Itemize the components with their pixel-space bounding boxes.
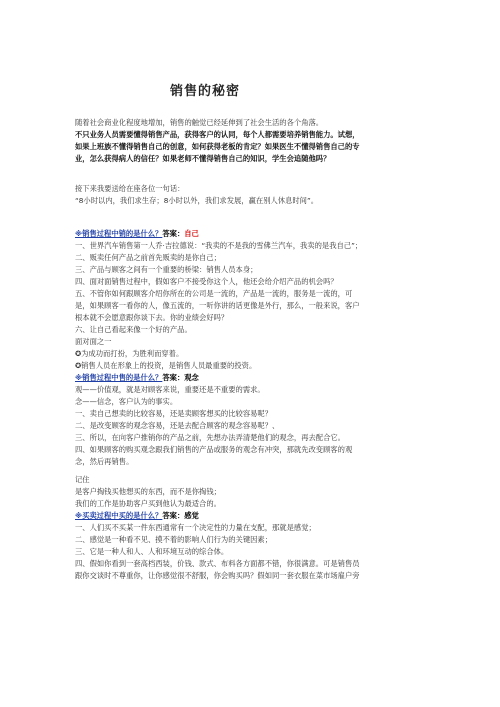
text-line: 是，如果顾客一看你的人，像五流的，一听你讲的话更像是外行，那么，一般来说，客户 xyxy=(75,301,360,310)
text-line: 六、让自己看起来像一个好的产品。 xyxy=(75,325,192,334)
section-heading xyxy=(75,510,199,521)
section-answer-label: 答案： xyxy=(162,373,185,382)
text-line: 一、卖自己想卖的比较容易，还是卖顾客想买的比较容易呢？ xyxy=(75,409,273,418)
text-line: 一、人们买不买某一件东西通常有一个决定性的力量在支配，那就是感觉； xyxy=(75,523,316,532)
document-title: 销售的秘密 xyxy=(170,84,241,99)
text-line: 念，然后再销售。 xyxy=(75,457,134,466)
text-line: 记住 xyxy=(75,475,90,484)
text-line: 一、世界汽车销售第一人乔·吉拉德说：“我卖的不是我的雪佛兰汽车，我卖的是我自己”； xyxy=(75,241,363,250)
text-line: 二、是改变顾客的观念容易，还是去配合顾客的观念容易呢？、 xyxy=(75,421,280,430)
text-line: 三、所以，在向客户推销你的产品之前，先想办法弄清楚他们的观念，再去配合它。 xyxy=(75,433,345,442)
section-question: ※销售过程中售的是什么？ xyxy=(75,373,163,382)
section-answer: 感觉 xyxy=(184,511,199,520)
section-answer: 观念 xyxy=(184,373,199,382)
section-answer-label: 答案： xyxy=(162,229,185,238)
text-line: 随着社会商业化程度地增加，销售的触觉已经延伸到了社会生活的各个角落。 xyxy=(75,118,324,127)
text-line: 是客户掏钱买他想买的东西，而不是你掏钱； xyxy=(75,487,221,496)
text-line: 跟你交谈时不尊重你，让你感觉很不舒服，你会购买吗？假如同一套衣服在菜市场雇户旁 xyxy=(75,571,360,580)
text-line: 四、如果顾客的购买观念跟我们销售的产品或服务的观念有冲突，那就先改变顾客的观 xyxy=(75,445,353,454)
text-line: 三、产品与顾客之间有一个重要的桥梁：销售人员本身； xyxy=(75,265,258,274)
text-line: “8小时以内，我们求生存；8小时以外，我们求发展，赢在别人休息时间”。 xyxy=(75,196,319,205)
section-question: ※销售过程中销的是什么？ xyxy=(75,229,163,238)
text-line: 念——信念，客户认为的事实。 xyxy=(75,397,178,406)
section-heading xyxy=(75,372,199,383)
text-line: 如果上班族不懂得销售自己的创意，如何获得老板的肯定？如果医生不懂得销售自己的专 xyxy=(75,142,360,151)
text-line: ✪为成功而打扮，为胜利而穿着。 xyxy=(75,349,184,358)
text-line: 不只业务人员需要懂得销售产品，获得客户的认同，每个人都需要培养销售能力。试想， xyxy=(75,130,360,139)
section-question: ※买卖过程中买的是什么？ xyxy=(75,511,163,520)
text-line: 根本就不会愿意跟你谈下去。你的业绩会好吗？ xyxy=(75,313,229,322)
text-line: ✪销售人员在形象上的投资，是销售人员最重要的投资。 xyxy=(75,361,257,370)
text-line: 二、贩卖任何产品之前首先贩卖的是你自己； xyxy=(75,253,221,262)
text-line: 观——价值观，就是对顾客来说，重要还是不重要的需求。 xyxy=(75,385,265,394)
section-answer-label: 答案： xyxy=(162,511,185,520)
text-line: 业，怎么获得病人的信任？如果老师不懂得销售自己的知识，学生会追随他吗？ xyxy=(75,154,331,163)
section-answer: 自己 xyxy=(184,229,199,238)
text-line: 三、它是一种人和人、人和环境互动的综合体。 xyxy=(75,547,229,556)
text-line: 面对面之一 xyxy=(75,337,112,346)
text-line: 我们的工作是协助客户买到他认为最适合的。 xyxy=(75,499,221,508)
section-heading xyxy=(75,228,199,239)
text-line: 四、假如你看到一套高档西装，价钱、款式、布料各方面都不错，你很满意。可是销售员 xyxy=(75,559,360,568)
text-line: 五、不管你如何跟顾客介绍你所在的公司是一流的，产品是一流的，服务是一流的，可 xyxy=(75,289,353,298)
text-line: 四、面对面销售过程中，假如客户不接受你这个人，他还会给介绍产品的机会吗？ xyxy=(75,277,338,286)
text-line: 接下来我要送给在座各位一句话： xyxy=(75,184,185,193)
text-line: 二、感觉是一种看不见、摸不着的影响人们行为的关键因素； xyxy=(75,535,273,544)
